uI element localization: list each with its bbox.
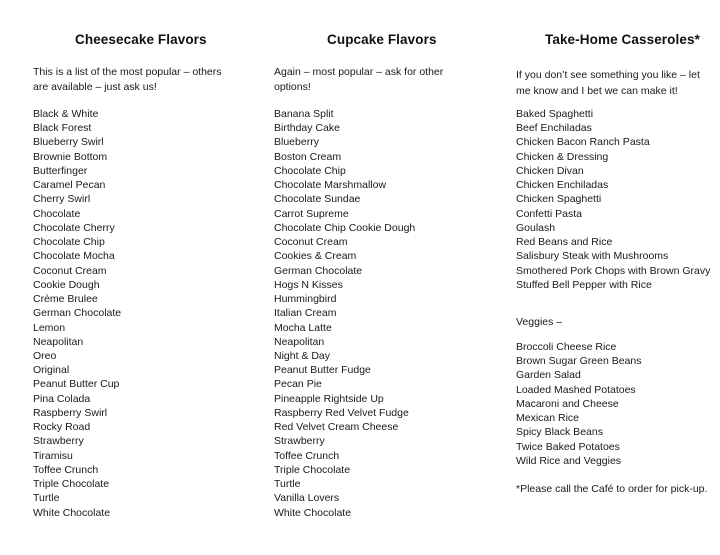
list-item: Neapolitan [274, 335, 325, 348]
list-item: Butterfinger [33, 164, 88, 177]
pickup-footnote: *Please call the Café to order for pick-up. [516, 483, 708, 495]
list-item: Vanilla Lovers [274, 492, 340, 505]
list-item: Cookie Dough [33, 278, 100, 291]
cupcake-title: Cupcake Flavors [327, 32, 437, 47]
list-item: Original [33, 364, 70, 377]
list-item: Lemon [33, 321, 66, 334]
list-item: Triple Chocolate [274, 463, 351, 476]
list-item: Coconut Cream [33, 264, 107, 277]
list-item: Broccoli Cheese Rice [516, 341, 617, 353]
list-item: Beef Enchiladas [516, 122, 592, 135]
list-item: Neapolitan [33, 335, 84, 348]
list-item: Mocha Latte [274, 321, 332, 334]
list-item: Pineapple Rightside Up [274, 392, 384, 405]
list-item: Italian Cream [274, 307, 337, 320]
list-item: Raspberry Red Velvet Fudge [274, 406, 409, 419]
list-item: Chocolate [33, 207, 81, 220]
list-item: Chicken Bacon Ranch Pasta [516, 136, 650, 149]
veggies-heading: Veggies – [516, 316, 563, 328]
casseroles-title: Take-Home Casseroles* [545, 32, 700, 47]
list-item: Macaroni and Cheese [516, 397, 619, 410]
list-item: Cookies & Cream [274, 250, 357, 263]
list-item: Goulash [516, 221, 556, 234]
list-item: Raspberry Swirl [33, 406, 108, 419]
list-item: Banana Split [274, 108, 334, 120]
list-item: Black Forest [33, 122, 92, 135]
list-item: Coconut Cream [274, 236, 348, 249]
list-item: Pina Colada [33, 392, 91, 405]
list-item: Turtle [274, 478, 301, 491]
list-item: Toffee Crunch [274, 449, 340, 462]
cheesecake-title: Cheesecake Flavors [75, 32, 207, 47]
list-item: Smothered Pork Chops with Brown Gravy [516, 264, 711, 277]
list-item: Toffee Crunch [33, 463, 99, 476]
list-item: Confetti Pasta [516, 207, 582, 220]
list-item: Peanut Butter Fudge [274, 364, 371, 377]
list-item: Crème Brulee [33, 293, 98, 306]
casseroles-list [516, 107, 710, 292]
cupcake-list [274, 107, 415, 520]
list-item: Chicken & Dressing [516, 150, 609, 163]
list-item: Brown Sugar Green Beans [516, 355, 642, 368]
list-item: Stuffed Bell Pepper with Rice [516, 278, 652, 291]
casseroles-description: If you don’t see something you like – let me know and I bet we can make it! [516, 69, 700, 97]
list-item: Spicy Black Beans [516, 426, 603, 439]
cupcake-description: Again – most popular – ask for other options! [274, 66, 444, 93]
list-item: Baked Spaghetti [516, 108, 594, 120]
list-item: Boston Cream [274, 150, 342, 163]
list-item: Chocolate Mocha [33, 250, 115, 263]
list-item: Wild Rice and Veggies [516, 454, 622, 467]
list-item: Red Velvet Cream Cheese [274, 421, 399, 434]
veggies-list [516, 340, 642, 468]
list-item: White Chocolate [33, 506, 111, 519]
list-item: Chocolate Sundae [274, 193, 361, 206]
list-item: Oreo [33, 349, 57, 362]
list-item: Chicken Divan [516, 164, 584, 177]
list-item: German Chocolate [33, 307, 122, 320]
cheesecake-description: This is a list of the most popular – others are available – just ask us! [33, 66, 222, 93]
list-item: Mexican Rice [516, 412, 580, 425]
list-item: Blueberry [274, 136, 319, 149]
list-item: German Chocolate [274, 264, 363, 277]
cheesecake-list [33, 107, 121, 520]
list-item: Triple Chocolate [33, 478, 110, 491]
list-item: Pecan Pie [274, 378, 322, 391]
list-item: Birthday Cake [274, 122, 340, 135]
list-item: Chocolate Marshmallow [274, 179, 387, 192]
list-item: White Chocolate [274, 506, 352, 519]
list-item: Cherry Swirl [33, 193, 91, 206]
list-item: Chocolate Cherry [33, 221, 115, 234]
list-item: Carrot Supreme [274, 207, 349, 220]
list-item: Turtle [33, 492, 60, 505]
list-item: Peanut Butter Cup [33, 378, 120, 391]
list-item: Brownie Bottom [33, 150, 108, 163]
list-item: Black & White [33, 108, 99, 120]
list-item: Blueberry Swirl [33, 136, 104, 149]
list-item: Rocky Road [33, 421, 91, 434]
list-item: Red Beans and Rice [516, 236, 613, 249]
list-item: Chicken Enchiladas [516, 179, 609, 192]
list-item: Chicken Spaghetti [516, 193, 602, 206]
list-item: Tiramisu [33, 449, 73, 462]
list-item: Loaded Mashed Potatoes [516, 383, 636, 396]
list-item: Night & Day [274, 349, 331, 362]
list-item: Chocolate Chip Cookie Dough [274, 221, 416, 234]
list-item: Garden Salad [516, 369, 581, 382]
list-item: Strawberry [33, 435, 84, 448]
list-item: Hogs N Kisses [274, 278, 343, 291]
list-item: Salisbury Steak with Mushrooms [516, 250, 669, 263]
list-item: Strawberry [274, 435, 325, 448]
list-item: Caramel Pecan [33, 179, 106, 192]
list-item: Twice Baked Potatoes [516, 440, 620, 453]
list-item: Hummingbird [274, 293, 337, 306]
list-item: Chocolate Chip [274, 164, 346, 177]
list-item: Chocolate Chip [33, 236, 105, 249]
